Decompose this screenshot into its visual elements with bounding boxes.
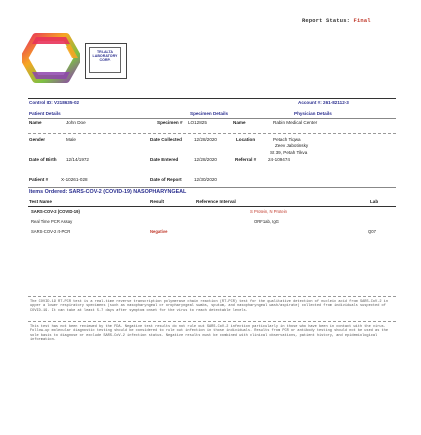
patient-id-label: Patient # bbox=[29, 177, 49, 182]
row2-test: Real Time PCR Assay bbox=[31, 219, 73, 224]
section-rule bbox=[28, 118, 396, 119]
header-rule bbox=[28, 98, 396, 99]
date-of-report-label: Date of Report bbox=[150, 177, 182, 182]
location-line2: Zeev Jabotinsky bbox=[275, 143, 309, 148]
lab-logo-icon bbox=[22, 33, 80, 83]
row3-lab: Q07 bbox=[368, 229, 376, 234]
lab-name-line3: CORP. bbox=[99, 58, 111, 63]
location-label: Location bbox=[236, 137, 256, 142]
disclaimer-rule-top bbox=[28, 296, 396, 297]
referral-label: Referral # bbox=[235, 157, 257, 162]
row1-test: SARS-COV-2 (COVID-19) bbox=[31, 209, 80, 214]
control-id bbox=[29, 100, 79, 105]
lab-name-line2: LABORATORY bbox=[92, 54, 118, 59]
gender-value: Male bbox=[66, 137, 76, 142]
account-label: Account #: bbox=[298, 100, 322, 105]
patient-id: X-10261-028 bbox=[61, 177, 88, 182]
physician-name-label: Name bbox=[233, 120, 246, 125]
date-collected-label: Date Collected bbox=[150, 137, 182, 142]
gender-label: Gender bbox=[29, 137, 46, 142]
location-line3: St 39, Petah Tikva bbox=[270, 150, 308, 155]
control-id-value: V218635-02 bbox=[54, 100, 80, 105]
col-result: Result bbox=[150, 199, 165, 204]
disclaimer-pcr: The COVID-19 RT-PCR test is a real-time reverse transcription polymerase chain reaction (RT-PCR) test for the qualitative detection of nucleic acid from SARS-CoV-2 in upper a lower respiratory specimens (such as nasopharyngeal or oropharyngeal swabs, sputum, and nasopharyngeal wash/aspirate) collected from individuals suspected of COVID-19. It can take at least 5-7 days after symptom onset for the virus to reach detectable levels. bbox=[30, 300, 388, 313]
row-divider bbox=[28, 133, 396, 134]
report-status-value: Final bbox=[353, 18, 371, 24]
patient-name: John Doe bbox=[66, 120, 86, 125]
row2-ref: ORF1ab, IgG bbox=[254, 219, 279, 224]
referral-value: 24-109474 bbox=[268, 157, 290, 162]
date-collected: 12/28/2020 bbox=[194, 137, 217, 142]
col-lab: Lab bbox=[370, 199, 379, 204]
account-value: 261-82112-3 bbox=[323, 100, 349, 105]
col-reference: Reference Interval bbox=[196, 199, 236, 204]
account-number bbox=[298, 100, 349, 105]
row3-test: SARS-COV-2 rt-PCR bbox=[31, 229, 71, 234]
items-ordered: Items Ordered: SARS-COV-2 (COVID-19) NASOPHARYNGEAL bbox=[29, 189, 187, 195]
patient-details-header: Patient Details bbox=[29, 111, 61, 116]
report-status bbox=[302, 18, 371, 24]
disclaimer-fda: This test has not been reviewed by the FDA. Negative test results do not rule out SARS-CoV-2 infection particularly in those who have been in contact with the virus. Follow-up molecular diagnostic testing should be considered to rule out infection in those individuals. Results from PCR or antibody testing should not be used as the sole basis to diagnose or exclude SARS-CoV-2 infection status. Negative results must be combined with clinical observations, patient history, and epidemiological information. bbox=[30, 325, 388, 342]
date-entered-label: Date Entered bbox=[150, 157, 179, 162]
date-entered: 12/28/2020 bbox=[194, 157, 217, 162]
control-id-label: Control ID: bbox=[29, 100, 53, 105]
row1-ref: S Protein, N Protein bbox=[250, 209, 288, 214]
table-header-rule bbox=[28, 206, 396, 207]
specimen-number: LO12825 bbox=[188, 120, 207, 125]
specimen-number-label: Specimen # bbox=[157, 120, 183, 125]
lab-name-box bbox=[85, 43, 127, 79]
col-test-name: Test Name bbox=[29, 199, 52, 204]
items-rule-top bbox=[28, 187, 396, 188]
row3-result: Negative bbox=[150, 229, 168, 234]
physician-details-header: Physician Details bbox=[294, 111, 332, 116]
location-line1: Petach Tiqwa bbox=[273, 137, 301, 142]
patient-name-label: Name bbox=[29, 120, 42, 125]
lab-name-line1: TRI-ALTA bbox=[96, 50, 114, 54]
dob-value: 12/14/1972 bbox=[66, 157, 89, 162]
date-of-report: 12/30/2020 bbox=[194, 177, 217, 182]
dob-label: Date of Birth bbox=[29, 157, 57, 162]
specimen-details-header: Specimen Details bbox=[190, 111, 229, 116]
report-status-label: Report Status: bbox=[302, 18, 351, 24]
disclaimer-rule-mid bbox=[28, 321, 396, 322]
physician-name: Rabin Medical Center bbox=[273, 120, 318, 125]
